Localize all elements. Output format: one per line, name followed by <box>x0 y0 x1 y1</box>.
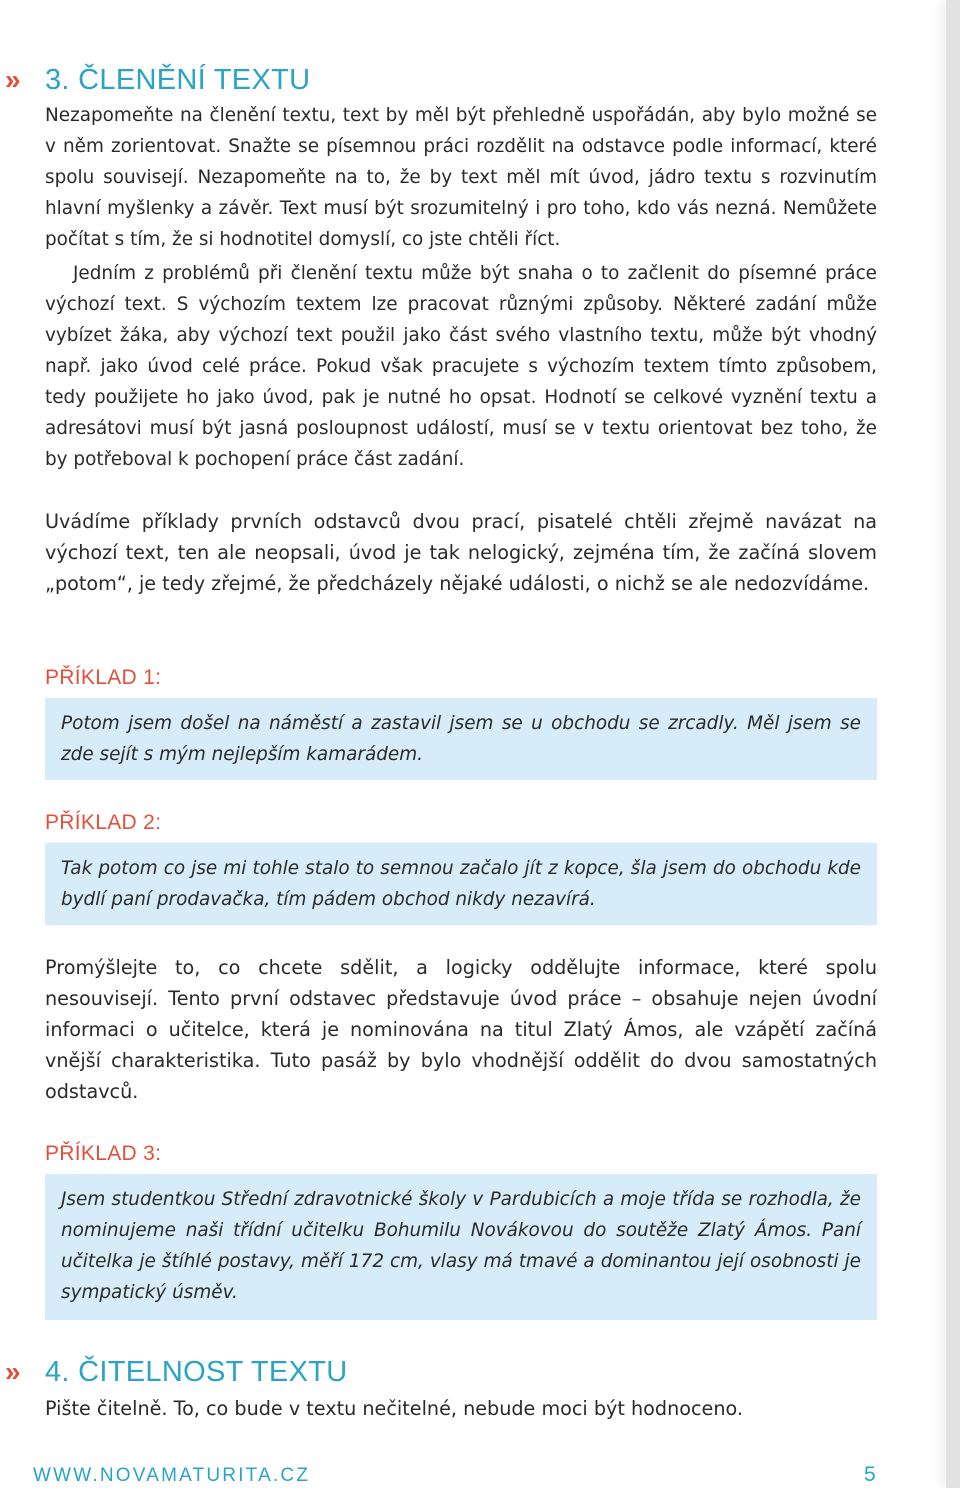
section-marker-icon: » <box>5 1356 15 1387</box>
section-3-heading <box>5 64 311 96</box>
example-2-label: PŘÍKLAD 2: <box>45 811 162 834</box>
section-4-paragraph-1: Pište čitelně. To, co bude v textu nečitelné, nebude moci být hodnoceno. <box>45 1397 744 1420</box>
footer-website-link[interactable]: WWW.NOVAMATURITA.CZ <box>33 1465 311 1486</box>
section-3-number: 3. <box>45 64 70 96</box>
section-4-number: 4. <box>45 1356 70 1388</box>
section-4-heading <box>5 1356 348 1388</box>
section-3-paragraph-1: Nezapomeňte na členění textu, text by měl být přehledně uspořádán, aby bylo možné se v něm zorientovat. Snažte se písemnou práci rozdělit na odstavce podle informací, které spolu souvisejí. Nezapomeňte na to, že by text měl mít úvod, jádro textu s rozvinutím hlavní myšlenky a závěr. Text musí být srozumitelný i pro toho, kdo vás nezná. Nemůžete počítat s tím, že si hodnotitel domyslí, co jste chtěli říct. <box>45 105 877 250</box>
example-3-box: Jsem studentkou Střední zdravotnické školy v Pardubicích a moje třída se rozhodla, že nominujeme naši třídní učitelku Bohumilu Novákovou do soutěže Zlatý Ámos. Paní učitelka je štíhlé postavy, měří 172 cm, vlasy má tmavé a dominantou její osobnosti je sympatický úsměv. <box>45 1174 877 1320</box>
example-3-label: PŘÍKLAD 3: <box>45 1142 162 1165</box>
section-marker-icon: » <box>5 64 15 95</box>
section-3-paragraph-2: Jedním z problémů při členění textu může být snaha o to začlenit do písemné práce výchozí text. S výchozím textem lze pracovat různými způsoby. Některé zadání může vybízet žáka, aby výchozí text použil jako část svého vlastního textu, může být vhodný např. jako úvod celé práce. Pokud však pracujete s výchozím textem tímto způsobem, tedy použijete ho jako úvod, pak je nutné ho opsat. Hodnotí se celkové vyznění textu a adresátovi musí být jasná posloupnost událostí, musí se v textu orientovat bez toho, že by potřeboval k pochopení práce část zadání. <box>45 263 877 470</box>
page-edge-shadow <box>946 0 960 1488</box>
section-3-paragraph-4: Promýšlejte to, co chcete sdělit, a logicky oddělujte informace, které spolu nesouvisejí. Tento první odstavec představuje úvod práce – obsahuje nejen úvodní informaci o učitelce, která je nominována na titul Zlatý Ámos, ale vzápětí začíná vnější charakteristika. Tuto pasáž by bylo vhodnější oddělit do dvou samostatných odstavců. <box>45 956 877 1103</box>
section-3-title: ČLENĚNÍ TEXTU <box>78 64 311 96</box>
section-4-title: ČITELNOST TEXTU <box>78 1356 348 1388</box>
example-2-box: Tak potom co jse mi tohle stalo to semnou začalo jít z kopce, šla jsem do obchodu kde bydlí paní prodavačka, tím pádem obchod nikdy nezavírá. <box>45 843 877 925</box>
example-1-box: Potom jsem došel na náměstí a zastavil jsem se u obchodu se zrcadly. Měl jsem se zde sejít s mým nejlepším kamarádem. <box>45 698 877 780</box>
page-number: 5 <box>864 1463 876 1486</box>
example-1-label: PŘÍKLAD 1: <box>45 666 162 689</box>
section-3-paragraph-3: Uvádíme příklady prvních odstavců dvou prací, pisatelé chtěli zřejmě navázat na výchozí text, ten ale neopsali, úvod je tak nelogický, zejména tím, že začíná slovem „potom“, je tedy zřejmé, že předcházely nějaké události, o nichž se ale nedozvídáme. <box>45 510 877 595</box>
